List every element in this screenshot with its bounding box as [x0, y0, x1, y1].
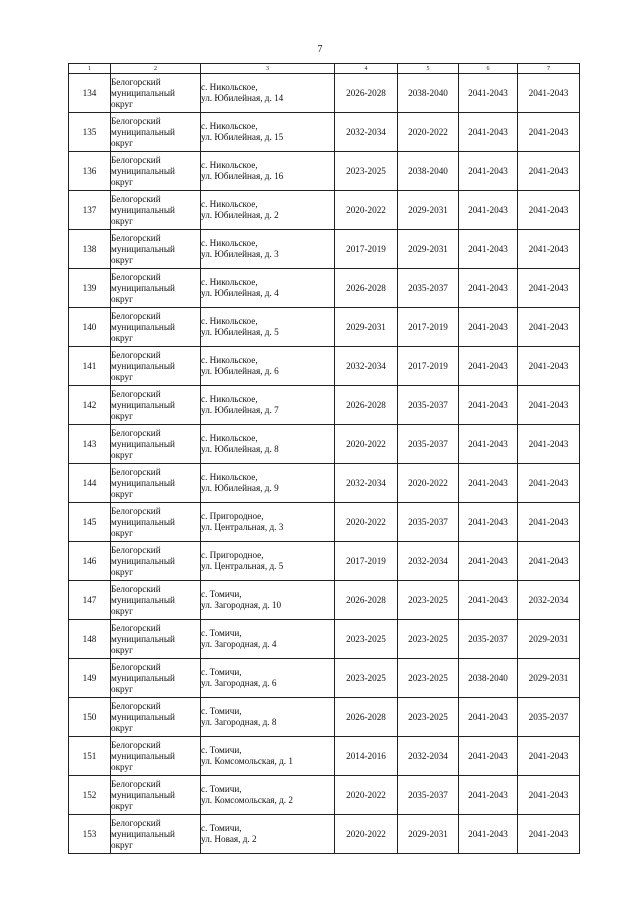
period-col-7: 2041-2043 [518, 308, 580, 347]
period-col-5: 2035-2037 [398, 425, 459, 464]
address-line: с. Пригородное, [201, 511, 264, 521]
period-col-5: 2029-2031 [398, 815, 459, 854]
period-col-6: 2041-2043 [459, 113, 518, 152]
district-line: Белогорский [111, 271, 161, 282]
period-col-4: 2026-2028 [335, 269, 398, 308]
period-col-5: 2035-2037 [398, 776, 459, 815]
address-line: ул. Новая, д. 2 [201, 834, 257, 844]
period-col-5: 2035-2037 [398, 269, 459, 308]
period-col-7: 2041-2043 [518, 464, 580, 503]
district-line: Белогорский [111, 310, 161, 321]
district-line: округ [111, 488, 133, 499]
district-line: округ [111, 839, 133, 850]
building-address [201, 542, 335, 581]
address-line: ул. Юбилейная, д. 4 [201, 288, 279, 298]
period-col-5: 2038-2040 [398, 152, 459, 191]
district-line: округ [111, 761, 133, 772]
district-line: муниципальный [111, 711, 175, 722]
period-col-5: 2035-2037 [398, 386, 459, 425]
address-line: с. Никольское, [201, 433, 258, 443]
district-line: Белогорский [111, 583, 161, 594]
row-number: 149 [69, 659, 111, 698]
district-line: Белогорский [111, 76, 161, 87]
address-line: с. Томичи, [201, 745, 242, 755]
district-line: муниципальный [111, 204, 175, 215]
municipal-district [111, 542, 201, 581]
period-col-5: 2023-2025 [398, 698, 459, 737]
address-line: ул. Юбилейная, д. 9 [201, 483, 279, 493]
period-col-6: 2041-2043 [459, 503, 518, 542]
district-line: округ [111, 137, 133, 148]
period-col-4: 2020-2022 [335, 503, 398, 542]
district-line: округ [111, 566, 133, 577]
period-col-5: 2020-2022 [398, 113, 459, 152]
district-line: Белогорский [111, 115, 161, 126]
address-line: ул. Юбилейная, д. 3 [201, 249, 279, 259]
table-row [69, 659, 580, 698]
municipal-district [111, 581, 201, 620]
table-row [69, 152, 580, 191]
address-line: с. Никольское, [201, 82, 258, 92]
period-col-5: 2023-2025 [398, 659, 459, 698]
address-line: с. Томичи, [201, 823, 242, 833]
period-col-6: 2041-2043 [459, 74, 518, 113]
period-col-4: 2020-2022 [335, 425, 398, 464]
period-col-7: 2041-2043 [518, 425, 580, 464]
period-col-5: 2023-2025 [398, 620, 459, 659]
district-line: округ [111, 98, 133, 109]
building-address [201, 737, 335, 776]
building-address [201, 620, 335, 659]
period-col-7: 2029-2031 [518, 659, 580, 698]
period-col-6: 2041-2043 [459, 815, 518, 854]
row-number: 138 [69, 230, 111, 269]
period-col-7: 2041-2043 [518, 269, 580, 308]
district-line: округ [111, 644, 133, 655]
address-line: ул. Комсомольская, д. 1 [201, 756, 293, 766]
building-address [201, 776, 335, 815]
column-number: 5 [398, 64, 459, 74]
district-line: округ [111, 605, 133, 616]
table-row [69, 620, 580, 659]
table-row [69, 737, 580, 776]
column-number: 4 [335, 64, 398, 74]
municipal-district [111, 425, 201, 464]
address-line: с. Никольское, [201, 121, 258, 131]
municipal-district [111, 620, 201, 659]
district-line: Белогорский [111, 505, 161, 516]
district-line: Белогорский [111, 817, 161, 828]
address-line: с. Никольское, [201, 277, 258, 287]
period-col-5: 2029-2031 [398, 230, 459, 269]
period-col-7: 2041-2043 [518, 152, 580, 191]
building-address [201, 308, 335, 347]
district-line: округ [111, 293, 133, 304]
table-row [69, 815, 580, 854]
period-col-7: 2041-2043 [518, 503, 580, 542]
period-col-7: 2041-2043 [518, 74, 580, 113]
municipal-district [111, 659, 201, 698]
period-col-4: 2017-2019 [335, 542, 398, 581]
period-col-4: 2026-2028 [335, 74, 398, 113]
building-address [201, 581, 335, 620]
address-line: с. Никольское, [201, 355, 258, 365]
table-row [69, 308, 580, 347]
building-address [201, 113, 335, 152]
period-col-4: 2014-2016 [335, 737, 398, 776]
row-number: 137 [69, 191, 111, 230]
municipal-district [111, 386, 201, 425]
municipal-district [111, 74, 201, 113]
address-line: ул. Юбилейная, д. 7 [201, 405, 279, 415]
district-line: муниципальный [111, 672, 175, 683]
period-col-5: 2029-2031 [398, 191, 459, 230]
address-line: ул. Комсомольская, д. 2 [201, 795, 293, 805]
table-row [69, 347, 580, 386]
address-line: ул. Центральная, д. 5 [201, 561, 284, 571]
address-line: ул. Загородная, д. 6 [201, 678, 277, 688]
municipal-district [111, 347, 201, 386]
table-row [69, 542, 580, 581]
row-number: 151 [69, 737, 111, 776]
row-number: 147 [69, 581, 111, 620]
row-number: 134 [69, 74, 111, 113]
address-line: с. Томичи, [201, 706, 242, 716]
period-col-6: 2041-2043 [459, 698, 518, 737]
period-col-6: 2041-2043 [459, 425, 518, 464]
period-col-6: 2038-2040 [459, 659, 518, 698]
address-line: ул. Загородная, д. 10 [201, 600, 282, 610]
district-line: муниципальный [111, 126, 175, 137]
municipal-district [111, 503, 201, 542]
district-line: Белогорский [111, 388, 161, 399]
period-col-7: 2035-2037 [518, 698, 580, 737]
building-address [201, 74, 335, 113]
column-number: 2 [111, 64, 201, 74]
municipal-district [111, 230, 201, 269]
address-line: с. Томичи, [201, 628, 242, 638]
period-col-5: 2038-2040 [398, 74, 459, 113]
period-col-5: 2020-2022 [398, 464, 459, 503]
address-line: с. Никольское, [201, 394, 258, 404]
row-number: 141 [69, 347, 111, 386]
district-line: муниципальный [111, 321, 175, 332]
district-line: Белогорский [111, 622, 161, 633]
district-line: Белогорский [111, 466, 161, 477]
period-col-6: 2041-2043 [459, 464, 518, 503]
period-col-4: 2020-2022 [335, 776, 398, 815]
page-number: 7 [317, 44, 323, 55]
table-row [69, 191, 580, 230]
row-number: 144 [69, 464, 111, 503]
building-address [201, 152, 335, 191]
period-col-7: 2041-2043 [518, 113, 580, 152]
district-line: муниципальный [111, 399, 175, 410]
district-line: муниципальный [111, 165, 175, 176]
address-line: с. Никольское, [201, 472, 258, 482]
row-number: 142 [69, 386, 111, 425]
period-col-4: 2023-2025 [335, 659, 398, 698]
municipal-district [111, 308, 201, 347]
table-row [69, 425, 580, 464]
period-col-7: 2041-2043 [518, 191, 580, 230]
municipal-district [111, 698, 201, 737]
row-number: 143 [69, 425, 111, 464]
municipal-district [111, 191, 201, 230]
period-col-6: 2035-2037 [459, 620, 518, 659]
period-col-5: 2032-2034 [398, 737, 459, 776]
period-col-6: 2041-2043 [459, 191, 518, 230]
table-row [69, 74, 580, 113]
period-col-6: 2041-2043 [459, 581, 518, 620]
period-col-5: 2035-2037 [398, 503, 459, 542]
row-number: 148 [69, 620, 111, 659]
period-col-7: 2041-2043 [518, 386, 580, 425]
period-col-6: 2041-2043 [459, 737, 518, 776]
table-row [69, 776, 580, 815]
period-col-4: 2026-2028 [335, 698, 398, 737]
district-line: округ [111, 722, 133, 733]
period-col-5: 2017-2019 [398, 308, 459, 347]
district-line: Белогорский [111, 778, 161, 789]
period-col-7: 2041-2043 [518, 347, 580, 386]
schedule-table [68, 63, 580, 854]
period-col-7: 2041-2043 [518, 230, 580, 269]
column-number: 1 [69, 64, 111, 74]
period-col-7: 2041-2043 [518, 542, 580, 581]
address-line: с. Никольское, [201, 238, 258, 248]
district-line: округ [111, 683, 133, 694]
district-line: муниципальный [111, 438, 175, 449]
period-col-4: 2020-2022 [335, 815, 398, 854]
municipal-district [111, 815, 201, 854]
row-number: 139 [69, 269, 111, 308]
district-line: округ [111, 332, 133, 343]
district-line: муниципальный [111, 750, 175, 761]
row-number: 136 [69, 152, 111, 191]
building-address [201, 191, 335, 230]
period-col-4: 2017-2019 [335, 230, 398, 269]
municipal-district [111, 113, 201, 152]
municipal-district [111, 737, 201, 776]
address-line: ул. Юбилейная, д. 15 [201, 132, 284, 142]
municipal-district [111, 269, 201, 308]
address-line: с. Томичи, [201, 589, 242, 599]
period-col-7: 2041-2043 [518, 815, 580, 854]
row-number: 145 [69, 503, 111, 542]
row-number: 135 [69, 113, 111, 152]
district-line: муниципальный [111, 282, 175, 293]
district-line: муниципальный [111, 633, 175, 644]
district-line: муниципальный [111, 87, 175, 98]
address-line: с. Пригородное, [201, 550, 264, 560]
district-line: округ [111, 176, 133, 187]
district-line: округ [111, 410, 133, 421]
table-row [69, 698, 580, 737]
district-line: муниципальный [111, 243, 175, 254]
period-col-4: 2032-2034 [335, 464, 398, 503]
period-col-4: 2023-2025 [335, 620, 398, 659]
building-address [201, 503, 335, 542]
district-line: Белогорский [111, 193, 161, 204]
period-col-7: 2032-2034 [518, 581, 580, 620]
district-line: округ [111, 371, 133, 382]
address-line: с. Никольское, [201, 160, 258, 170]
building-address [201, 230, 335, 269]
table-row [69, 269, 580, 308]
table-row [69, 581, 580, 620]
municipal-district [111, 152, 201, 191]
district-line: муниципальный [111, 360, 175, 371]
address-line: ул. Юбилейная, д. 5 [201, 327, 279, 337]
period-col-7: 2041-2043 [518, 776, 580, 815]
district-line: Белогорский [111, 544, 161, 555]
table-row [69, 464, 580, 503]
period-col-4: 2032-2034 [335, 347, 398, 386]
address-line: ул. Юбилейная, д. 2 [201, 210, 279, 220]
district-line: округ [111, 254, 133, 265]
column-number: 7 [518, 64, 580, 74]
row-number: 150 [69, 698, 111, 737]
building-address [201, 464, 335, 503]
building-address [201, 815, 335, 854]
row-number: 140 [69, 308, 111, 347]
period-col-6: 2041-2043 [459, 152, 518, 191]
district-line: муниципальный [111, 477, 175, 488]
table-body [69, 74, 580, 854]
period-col-4: 2026-2028 [335, 581, 398, 620]
building-address [201, 269, 335, 308]
row-number: 152 [69, 776, 111, 815]
table-row [69, 113, 580, 152]
building-address [201, 425, 335, 464]
address-line: с. Томичи, [201, 784, 242, 794]
period-col-7: 2029-2031 [518, 620, 580, 659]
district-line: округ [111, 527, 133, 538]
period-col-4: 2023-2025 [335, 152, 398, 191]
period-col-6: 2041-2043 [459, 308, 518, 347]
district-line: Белогорский [111, 739, 161, 750]
district-line: Белогорский [111, 661, 161, 672]
address-line: ул. Загородная, д. 4 [201, 639, 277, 649]
district-line: Белогорский [111, 427, 161, 438]
district-line: муниципальный [111, 828, 175, 839]
table-row [69, 386, 580, 425]
district-line: Белогорский [111, 154, 161, 165]
table-row [69, 503, 580, 542]
address-line: ул. Юбилейная, д. 6 [201, 366, 279, 376]
period-col-4: 2020-2022 [335, 191, 398, 230]
district-line: округ [111, 800, 133, 811]
district-line: Белогорский [111, 232, 161, 243]
district-line: муниципальный [111, 555, 175, 566]
district-line: муниципальный [111, 594, 175, 605]
building-address [201, 659, 335, 698]
address-line: с. Никольское, [201, 316, 258, 326]
building-address [201, 386, 335, 425]
period-col-5: 2023-2025 [398, 581, 459, 620]
period-col-6: 2041-2043 [459, 230, 518, 269]
district-line: муниципальный [111, 789, 175, 800]
row-number: 153 [69, 815, 111, 854]
building-address [201, 347, 335, 386]
period-col-7: 2041-2043 [518, 737, 580, 776]
row-number: 146 [69, 542, 111, 581]
column-number-row [69, 64, 580, 74]
period-col-5: 2032-2034 [398, 542, 459, 581]
period-col-4: 2032-2034 [335, 113, 398, 152]
table-row [69, 230, 580, 269]
address-line: ул. Юбилейная, д. 8 [201, 444, 279, 454]
address-line: ул. Загородная, д. 8 [201, 717, 277, 727]
address-line: с. Томичи, [201, 667, 242, 677]
building-address [201, 698, 335, 737]
district-line: муниципальный [111, 516, 175, 527]
district-line: Белогорский [111, 700, 161, 711]
period-col-5: 2017-2019 [398, 347, 459, 386]
period-col-4: 2029-2031 [335, 308, 398, 347]
district-line: округ [111, 449, 133, 460]
address-line: ул. Юбилейная, д. 16 [201, 171, 284, 181]
municipal-district [111, 464, 201, 503]
period-col-6: 2041-2043 [459, 269, 518, 308]
address-line: с. Никольское, [201, 199, 258, 209]
address-line: ул. Юбилейная, д. 14 [201, 93, 284, 103]
municipal-district [111, 776, 201, 815]
period-col-6: 2041-2043 [459, 776, 518, 815]
period-col-6: 2041-2043 [459, 542, 518, 581]
district-line: округ [111, 215, 133, 226]
period-col-6: 2041-2043 [459, 347, 518, 386]
period-col-4: 2026-2028 [335, 386, 398, 425]
address-line: ул. Центральная, д. 3 [201, 522, 284, 532]
district-line: Белогорский [111, 349, 161, 360]
column-number: 3 [201, 64, 335, 74]
period-col-6: 2041-2043 [459, 386, 518, 425]
column-number: 6 [459, 64, 518, 74]
